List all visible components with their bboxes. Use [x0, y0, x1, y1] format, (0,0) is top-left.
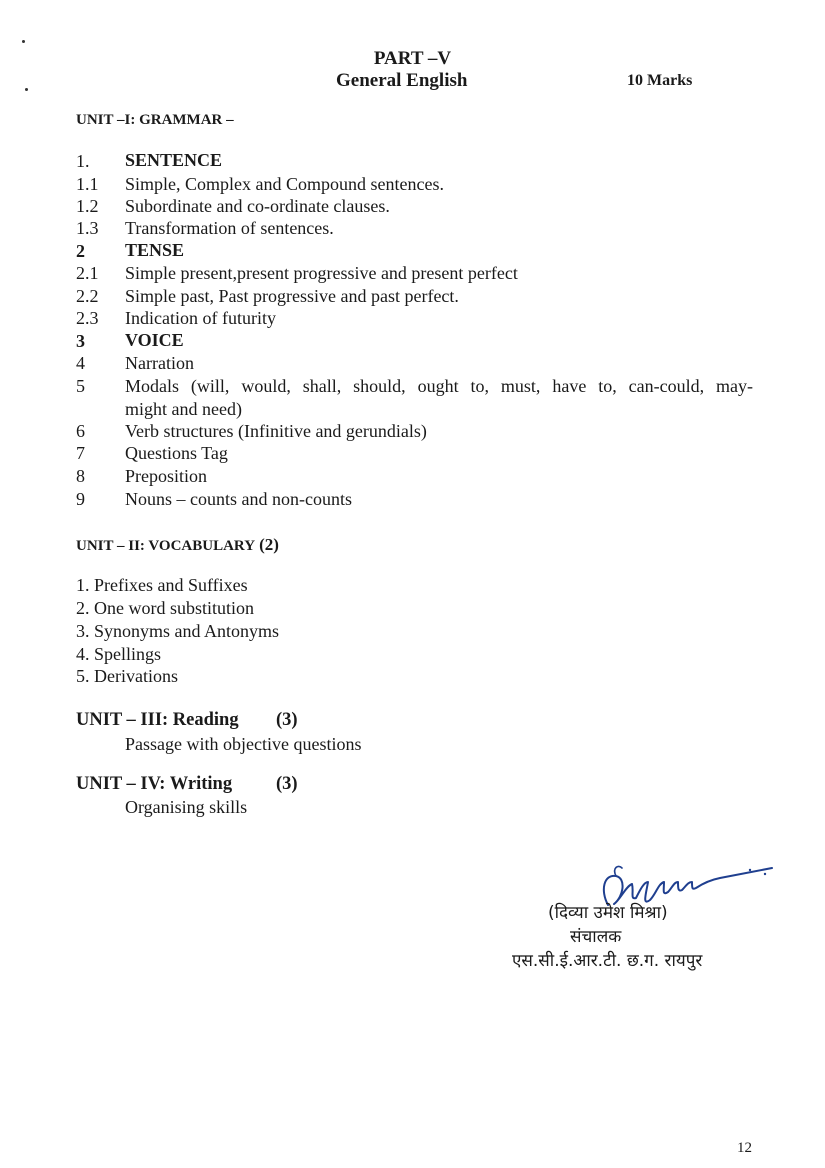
item-number: 5	[76, 376, 85, 396]
unit4-text: Organising skills	[125, 797, 248, 817]
item-number: 2.2	[76, 286, 99, 306]
unit2-marks: (2)	[259, 535, 279, 554]
section-heading: SENTENCE	[125, 150, 223, 170]
total-marks: 10 Marks	[627, 72, 693, 89]
item-number: 2.3	[76, 308, 99, 328]
list-item-continuation: might and need)	[125, 399, 242, 419]
list-item: 4. Spellings	[76, 644, 162, 664]
list-item: Nouns – counts and non-counts	[125, 489, 352, 509]
section-heading: VOICE	[125, 330, 184, 350]
unit4-marks: (3)	[276, 774, 298, 794]
unit2-heading: UNIT – II: VOCABULARY	[76, 538, 256, 554]
item-number: 3	[76, 331, 85, 351]
list-item: Indication of futurity	[125, 308, 276, 328]
list-item: 5. Derivations	[76, 666, 178, 686]
unit3-heading: UNIT – III: Reading	[76, 710, 239, 730]
list-item: Simple present,present progressive and present perfect	[125, 263, 518, 283]
scan-speck	[22, 40, 25, 43]
unit4-heading: UNIT – IV: Writing	[76, 774, 233, 794]
list-item: Transformation of sentences.	[125, 218, 334, 238]
list-item: 1. Prefixes and Suffixes	[76, 575, 248, 595]
item-number: 2	[76, 241, 85, 261]
list-item: 2. One word substitution	[76, 598, 254, 618]
item-number: 9	[76, 489, 85, 509]
item-number: 2.1	[76, 263, 99, 283]
list-item: Questions Tag	[125, 443, 228, 463]
signatory-designation: संचालक	[570, 927, 622, 947]
page-number: 12	[737, 1140, 752, 1156]
unit2-heading-row	[76, 535, 279, 555]
item-number: 6	[76, 421, 85, 441]
list-item: Preposition	[125, 466, 208, 486]
item-number: 1.2	[76, 196, 99, 216]
subject-title: General English	[336, 70, 468, 91]
list-item: Simple past, Past progressive and past perfect.	[125, 286, 459, 306]
item-number: 1.	[76, 151, 90, 171]
section-heading: TENSE	[125, 240, 185, 260]
list-item: Narration	[125, 353, 194, 373]
item-number: 1.3	[76, 218, 99, 238]
item-number: 8	[76, 466, 85, 486]
unit3-marks: (3)	[276, 710, 298, 730]
list-item: Simple, Complex and Compound sentences.	[125, 174, 444, 194]
unit1-heading: UNIT –I: GRAMMAR –	[76, 112, 234, 128]
list-item: Subordinate and co-ordinate clauses.	[125, 196, 390, 216]
item-number: 1.1	[76, 174, 99, 194]
list-item: Modals (will, would, shall, should, ought to, must, have to, can-could, may-	[125, 376, 753, 396]
signatory-name: (दिव्या उमेश मिश्रा)	[548, 903, 668, 923]
list-item: 3. Synonyms and Antonyms	[76, 621, 280, 641]
list-item: Verb structures (Infinitive and gerundials)	[125, 421, 427, 441]
signatory-office: एस.सी.ई.आर.टी. छ.ग. रायपुर	[512, 951, 703, 971]
scan-speck	[25, 88, 28, 91]
part-title: PART –V	[373, 48, 452, 69]
unit3-text: Passage with objective questions	[125, 734, 362, 754]
item-number: 4	[76, 353, 85, 373]
item-number: 7	[76, 443, 85, 463]
